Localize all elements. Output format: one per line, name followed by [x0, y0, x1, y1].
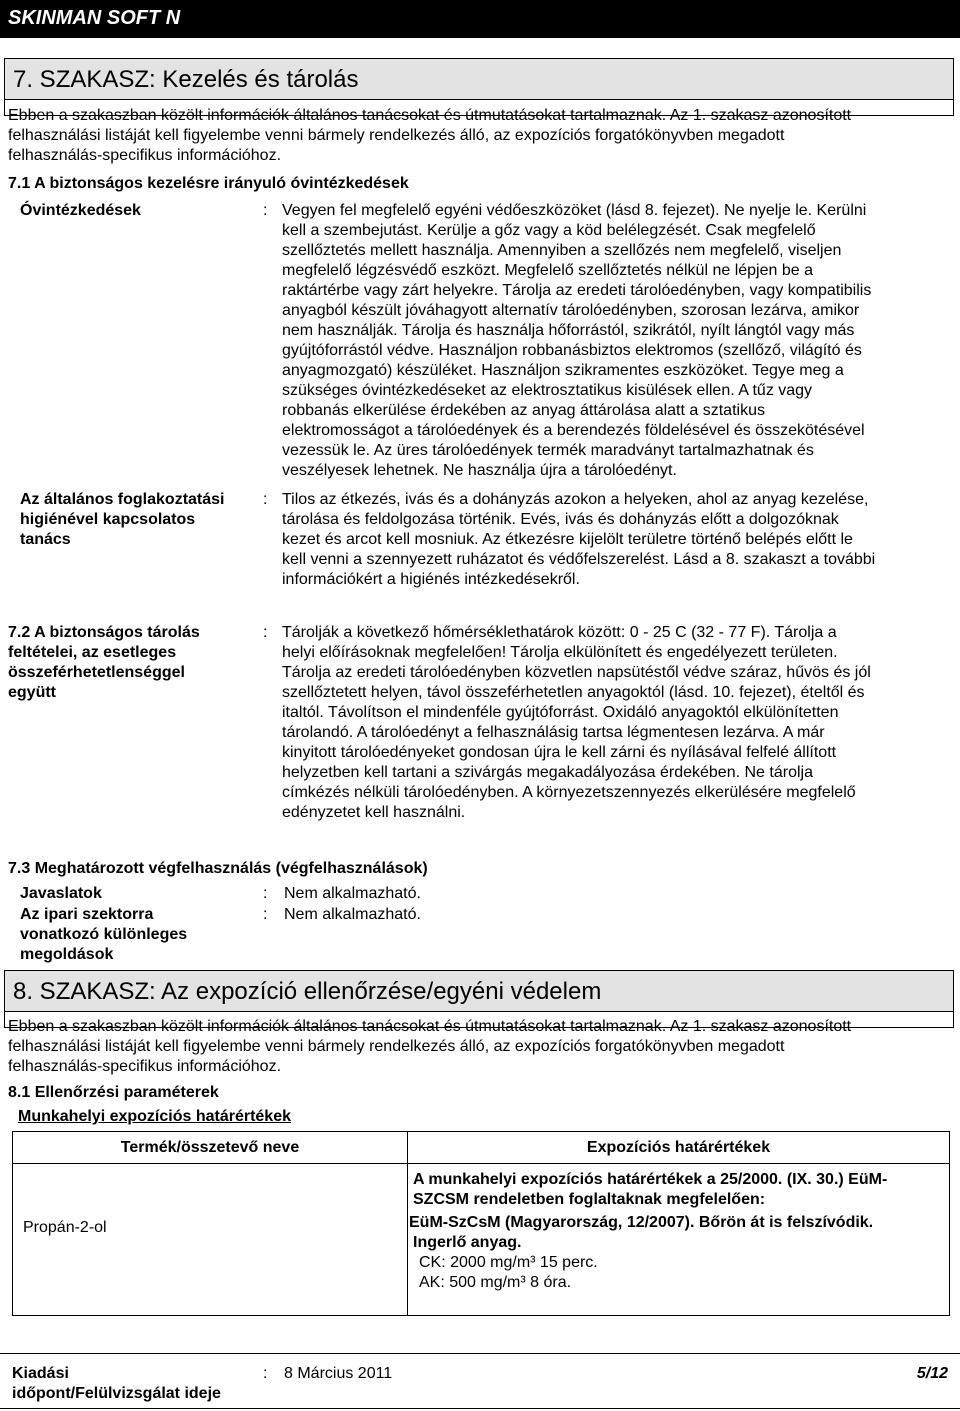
table-header-divider — [13, 1163, 949, 1164]
storage-colon: : — [263, 624, 268, 641]
hygiene-label-line: tanács — [20, 531, 71, 548]
industrial-sector-colon: : — [263, 906, 268, 923]
industrial-sector-label-line: vonatkozó különleges — [20, 926, 188, 943]
precautions-line: megfelelő légzésvédő eszközt. Megfelelő szellőztetés nélkül ne lépjen be a — [282, 262, 813, 279]
storage-line: Tárolja az eredeti tárolóedényben közvetlen napsütéstől védve száraz, hűvös és jól — [282, 664, 871, 681]
industrial-sector-value: Nem alkalmazható. — [284, 906, 421, 923]
hygiene-line: kell venni a szennyezett ruházatot és védőfelszerelést. Lásd a 8. szakaszt a további — [282, 551, 876, 568]
precautions-line: nem használják. Tárolja és használja hőforrástól, szikrától, nyílt lángtól vagy más — [282, 322, 855, 339]
precautions-line: szellőztetés mellett használja. Amennyiben a szellőzés nem megfelelő, viseljen — [282, 242, 842, 259]
subsection-7-3-heading: 7.3 Meghatározott végfelhasználás (végfelhasználások) — [8, 860, 428, 877]
section8-intro-line: felhasználási listáját kell figyelembe venni bármely rendelkezés álló, az expozíciós forgatókönyvben megadott — [8, 1038, 785, 1055]
footer-revision-label — [12, 1364, 221, 1404]
limits-line: A munkahelyi expozíciós határértékek a 25/2000. (IX. 30.) EüM- — [413, 1171, 888, 1188]
section7-intro-line: Ebben a szakaszban közölt információk általános tanácsokat és útmutatásokat tartalmaznak. Az 1. szakasz azonosított — [8, 107, 852, 124]
storage-line: címkézés nélküli tárolóedényben. A környezetszennyezés elkerülésére megfelelő — [282, 784, 856, 801]
precautions-label: Óvintézkedések — [20, 202, 141, 219]
subsection-7-2-label-line: együtt — [8, 684, 56, 701]
limits-ck-line: CK: 2000 mg/m³ 15 perc. — [419, 1254, 598, 1271]
recommendations-label: Javaslatok — [20, 885, 102, 902]
limits-ak-line: AK: 500 mg/m³ 8 óra. — [419, 1274, 572, 1291]
precautions-text — [282, 201, 954, 481]
section7-title-bar — [5, 59, 953, 100]
storage-line: tárolandó. A tárolóedényt a felhasználásig tartsa légmentesen lezárva. A már — [282, 724, 825, 741]
precautions-line: anyagmozgató) készüléket. Használjon szikramentes eszközöket. Tegye meg a — [282, 362, 844, 379]
industrial-sector-label-line: megoldások — [20, 946, 114, 963]
storage-text — [282, 623, 954, 823]
hygiene-colon: : — [263, 491, 268, 508]
storage-line: helyi előírásoknak megfelelően! Tárolja elkülönített és engedélyezett területen. — [282, 644, 838, 661]
company-name: SKINMAN SOFT N — [8, 7, 181, 29]
footer-bottom-rule — [0, 1408, 960, 1409]
subsection-7-2-label-line: feltételei, az esetleges — [8, 644, 177, 661]
section8-intro — [8, 1017, 953, 1077]
subsection-7-2-label-line: 7.2 A biztonságos tárolás — [8, 624, 200, 641]
recommendations-colon: : — [263, 885, 268, 902]
precautions-line: kell a szembejutást. Kerülje a gőz vagy a köd belélegzését. Csak megfelelő — [282, 222, 816, 239]
recommendations-value: Nem alkalmazható. — [284, 885, 421, 902]
document-header — [0, 0, 960, 38]
precautions-line: raktártérbe vagy zárt helyekre. Tárolja az eredeti tárolóedényben, vagy kompatibilis — [282, 282, 872, 299]
footer-colon: : — [263, 1365, 268, 1382]
precautions-line: elektromosságot a tárolóedények és a berendezés földelésével és összekötésével — [282, 422, 865, 439]
limits-line: Ingerlő anyag. — [413, 1234, 522, 1251]
industrial-sector-label — [20, 905, 187, 965]
industrial-sector-label-line: Az ipari szektorra — [20, 906, 154, 923]
precautions-line: veszélyesek lehetnek. Ne használja újra a tárolóedényt. — [282, 462, 677, 479]
storage-line: helyzetben kell tartani a szivárgás megakadályozása érdekében. Ne tárolja — [282, 764, 813, 781]
table-cell-product: Propán-2-ol — [23, 1219, 107, 1236]
storage-line: edényzetet kell használni. — [282, 804, 466, 821]
precautions-line: robbanás elkerülése érdekében az anyag áttárolása alatt a sztatikus — [282, 402, 765, 419]
precautions-line: Vegyen fel megfelelő egyéni védőeszközöket (lásd 8. fejezet). Ne nyelje le. Kerülni — [282, 202, 867, 219]
storage-line: italtól. Távolítson el mindenféle gyújtóforrást. Oxidáló anyagoktól elkülönítetten — [282, 704, 839, 721]
hygiene-line: Tilos az étkezés, ivás és a dohányzás azokon a helyeken, ahol az anyag kezelése, — [282, 491, 869, 508]
section7-title: 7. SZAKASZ: Kezelés és tárolás — [13, 66, 359, 93]
hygiene-label-line: higiénével kapcsolatos — [20, 511, 196, 528]
hygiene-line: információkért a higiénés intézkedésekről. — [282, 571, 580, 588]
hygiene-line: tárolása és feldolgozása történik. Evés, ivás és dohányzás előtt a dolgozóknak — [282, 511, 839, 528]
subsection-8-1-heading: 8.1 Ellenőrzési paraméterek — [8, 1084, 219, 1101]
subsection-7-1-heading: 7.1 A biztonságos kezelésre irányuló óvintézkedések — [8, 175, 409, 192]
precautions-line: vezessük le. Az üres tárolóedények termék maradványt tartalmazhatnak és — [282, 442, 814, 459]
storage-line: kinyitott tárolóedényeket gondosan újra le kell zárni és nyílásával felfelé állított — [282, 744, 837, 761]
hygiene-line: kezet és arcot kell mosniuk. Az étkezésre kijelölt területre történő belépés előtt le — [282, 531, 853, 548]
storage-line: Tárolják a következő hőmérséklethatárok között: 0 - 25 C (32 - 77 F). Tárolja a — [282, 624, 837, 641]
section8-title: 8. SZAKASZ: Az expozíció ellenőrzése/egyéni védelem — [13, 978, 602, 1005]
limits-line: EüM-SzCsM (Magyarország, 12/2007). Bőrön át is felszívódik. — [409, 1214, 874, 1231]
section8-intro-line: felhasználás-specifikus információhoz. — [8, 1058, 282, 1075]
section7-intro — [8, 106, 953, 166]
precautions-line: szükséges óvintézkedéseket az elektrosztatikus kisülések ellen. A tűz vagy — [282, 382, 813, 399]
footer-top-rule — [0, 1353, 960, 1354]
table-cell-limits — [409, 1170, 947, 1293]
exposure-limits-heading: Munkahelyi expozíciós határértékek — [18, 1108, 291, 1125]
limits-line: SZCSM rendeletben foglaltaknak megfelelően: — [413, 1191, 766, 1208]
section8-intro-line: Ebben a szakaszban közölt információk általános tanácsokat és útmutatásokat tartalmaznak. Az 1. szakasz azonosított — [8, 1018, 852, 1035]
hygiene-label-line: Az általános foglakoztatási — [20, 491, 225, 508]
exposure-limits-table — [12, 1131, 950, 1316]
storage-line: szellőztetett helyen, távol összeférhetetlen anyagoktól (lásd. 10. fejezet), ételtől és — [282, 684, 865, 701]
subsection-7-2-label — [8, 623, 200, 703]
precautions-colon: : — [263, 202, 268, 219]
hygiene-text — [282, 490, 954, 590]
section8-title-bar — [5, 971, 953, 1012]
section7-intro-line: felhasználás-specifikus információhoz. — [8, 147, 282, 164]
table-header-product: Termék/összetevő neve — [120, 1139, 300, 1156]
precautions-line: gyújtóforrástól védve. Használjon robbanásbiztos elektromos (szellőző, világító és — [282, 342, 862, 359]
subsection-7-2-label-line: összeférhetetlenséggel — [8, 664, 185, 681]
table-column-divider — [407, 1132, 408, 1315]
table-header-limits: Expozíciós határértékek — [586, 1139, 771, 1156]
section7-intro-line: felhasználási listáját kell figyelembe venni bármely rendelkezés álló, az expozíciós forgatókönyvben megadott — [8, 127, 785, 144]
hygiene-label — [20, 490, 225, 550]
footer-label-line: időpont/Felülvizsgálat ideje — [12, 1385, 221, 1402]
precautions-line: anyagból készült jóváhagyott alternatív tárolóedényben, szorosan lezárva, amikor — [282, 302, 860, 319]
footer-date: 8 Március 2011 — [284, 1365, 393, 1382]
footer-label-line: Kiadási — [12, 1365, 69, 1382]
page-number: 5/12 — [916, 1365, 948, 1382]
